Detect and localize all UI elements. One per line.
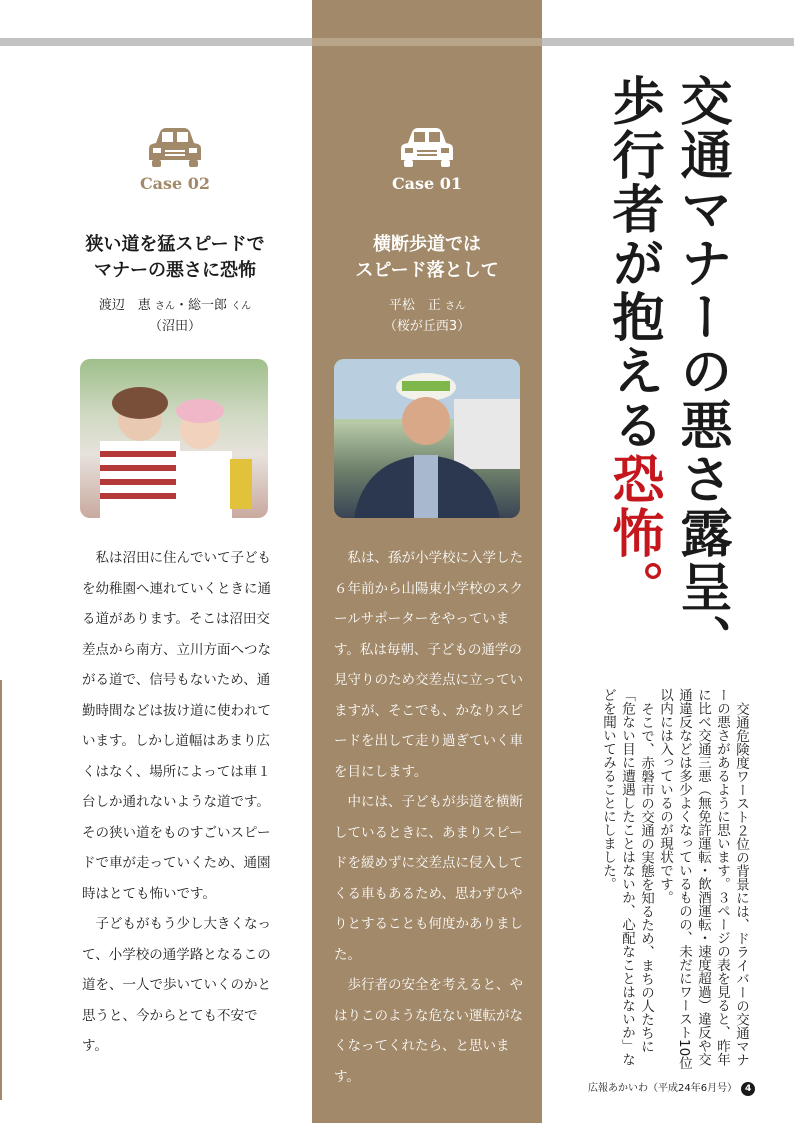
car-icon [400,126,454,168]
person-name: 平松 正 [388,298,441,313]
case-label: Case 02 [139,174,211,193]
elderly-man-photo [334,359,520,518]
paragraph: 中には、子どもが歩道を横断しているときに、あまりスピードを緩めずに交差点に侵入してくる車もあるため、思わずひやりとすることも何度かありました。 [334,794,523,963]
case01-body [334,543,526,1092]
photo-illustration [80,359,268,518]
case-label: Case 01 [391,174,463,193]
lead-text [570,688,750,1073]
publication-name: 広報あかいわ（平成24年6月号） [588,1083,738,1094]
top-rule-column [312,38,542,46]
case01-person: 平松 正 さん （桜が丘西3） [312,296,542,337]
person-place: （沼田） [148,319,201,334]
case02-header [60,126,290,193]
headline-highlight: 恐怖。 [603,452,663,614]
person-name: 総一郎 [188,298,228,313]
paragraph: 私は、孫が小学校に入学した６年前から山陽東小学校のスクールサポーターをやっています。私は毎朝、子どもの通学の見守りのため交差点に立っていますが、そこでも、かなりスピードを出して走り過ぎていく車を目にします。 [334,550,523,780]
paragraph: 歩行者の安全を考えると、やはりこのような危ない運転がなくなってくれたら、と思います。 [334,977,523,1085]
paragraph: そこで、赤磐市の交通の実態を知るため、まちの人たちに「危ない目に遭遇したことはないか、心配なことはないか」などを聞いてみることにしました。 [600,688,654,1066]
paragraph: 私は沼田に住んでいて子どもを幼稚園へ連れていくときに通る道があります。そこは沼田交差点から南方、立川方面へつながる道で、信号もないため、通勤時間などは抜け道に使われています。しかし道幅はあまり広くはなく、場所によっては車１台しか通れないような道です。その狭い道をものすごいスピードで車が走っていくため、通園時はとても怖いです。 [82,550,271,902]
paragraph: 交通危険度ワースト２位の背景には、ドライバーの交通マナーの悪さがあるように思います。３ページの表を見ると、昨年に比べ交通三悪（無免許運転・飲酒運転・速度超過）違反や交通違反などは多少よくなっているものの、未だにワースト10位以内には入っているのが現状です。 [657,688,749,1070]
case02-title: 狭い道を猛スピードで マナーの悪さに恐怖 [85,234,265,281]
left-edge-accent [0,680,2,1100]
case01-header [312,126,542,193]
case02-body [82,543,272,1062]
headline-line1: 交通マナーの悪さ露呈、 [671,74,731,668]
person-name: 渡辺 恵 [98,298,151,313]
paragraph: 子どもがもう少し大きくなって、小学校の通学路となるこの道を、一人で歩いていくのかと思うと、今からとても不安です。 [82,916,271,1054]
footer [588,1079,752,1096]
mother-and-child-photo [80,359,268,518]
car-icon [148,126,202,168]
person-place: （桜が丘西3） [383,319,471,334]
headline-line2: 歩行者が抱える恐怖。 [603,74,663,614]
case01-title: 横断歩道では スピード落として [355,234,499,281]
case02-person: 渡辺 恵 さん・総一郎 くん （沼田） [50,296,300,337]
page-number: 4 [741,1082,755,1096]
photo-illustration [334,359,520,518]
